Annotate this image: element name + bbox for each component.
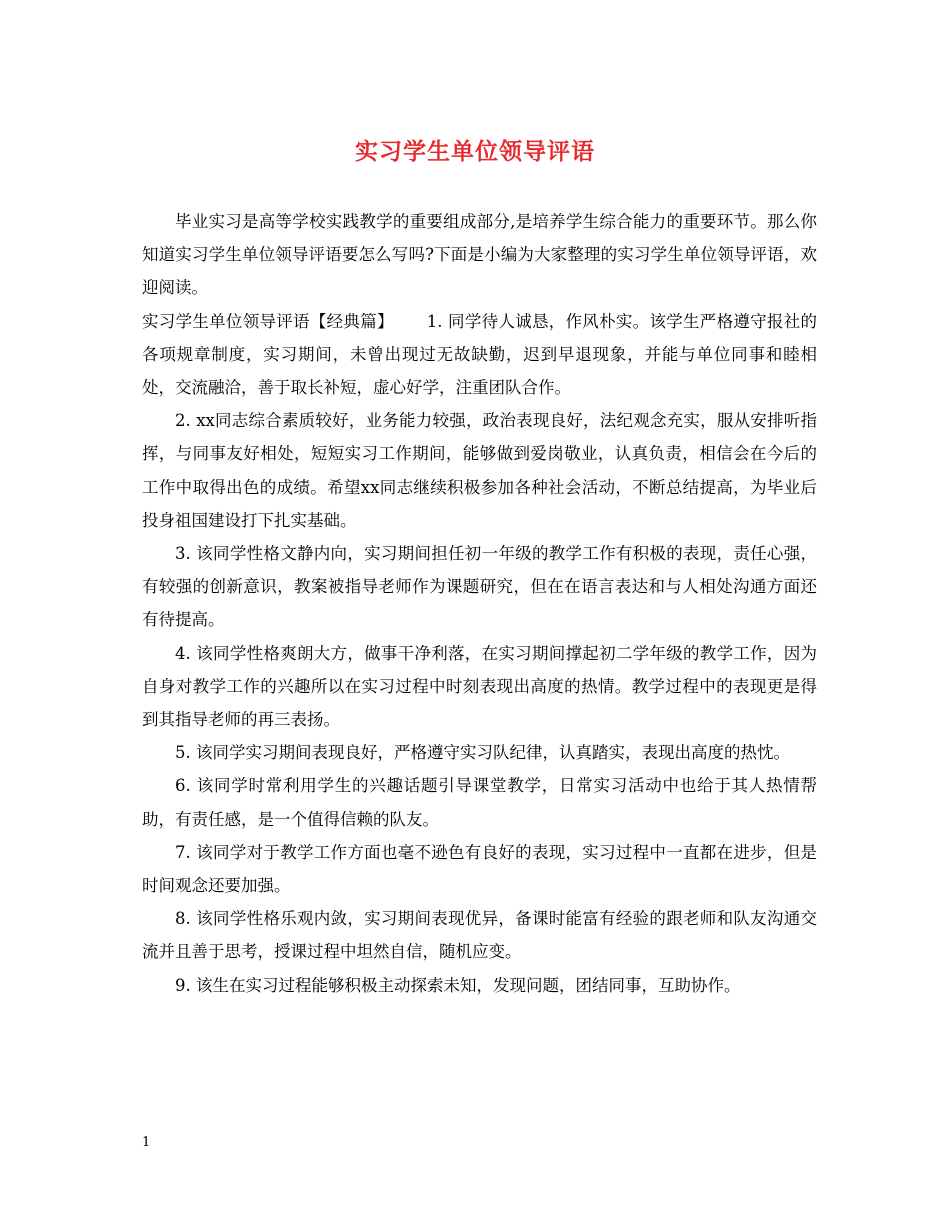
document-body [142,205,817,1002]
list-item: 9. 该生在实习过程能够积极主动探索未知，发现问题，团结同事，互助协作。 [175,975,741,995]
page-number: 1 [142,1135,151,1150]
page-title: 实习学生单位领导评语 [355,138,595,165]
list-item-1: 1. 同学待人诚恳，作风朴实。该学生严格遵守报社的各项规章制度，实习期间，未曾出现过无故缺勤，迟到早退现象，并能与单位同事和睦相处，交流融洽，善于取长补短，虚心好学，注重团队合作。 [142,311,817,398]
list-item: 3. 该同学性格文静内向，实习期间担任初一年级的教学工作有积极的表现，责任心强，有较强的创新意识，教案被指导老师作为课题研究，但在在语言表达和与人相处沟通方面还有待提高。 [142,544,817,630]
list-item: 7. 该同学对于教学工作方面也毫不逊色有良好的表现，实习过程中一直都在进步，但是时间观念还要加强。 [142,842,817,896]
list-item: 2. xx同志综合素质较好，业务能力较强，政治表现良好，法纪观念充实，服从安排听指挥，与同事友好相处，短短实习工作期间，能够做到爱岗敬业，认真负责，相信会在今后的工作中取得出色的成绩。希望xx同志继续积极参加各种社会活动，不断总结提高，为毕业后投身祖国建设打下扎实基础。 [142,411,817,530]
list-item: 8. 该同学性格乐观内敛，实习期间表现优异，备课时能富有经验的跟老师和队友沟通交流并且善于思考，授课过程中坦然自信，随机应变。 [142,909,817,962]
list-item: 5. 该同学实习期间表现良好，严格遵守实习队纪律，认真踏实，表现出高度的热忱。 [175,743,790,763]
list-item: 4. 该同学性格爽朗大方，做事干净利落，在实习期间撑起初二学年级的教学工作，因为自身对教学工作的兴趣所以在实习过程中时刻表现出高度的热情。教学过程中的表现更是得到其指导老师的再三表扬。 [142,643,817,730]
list-item: 6. 该同学时常利用学生的兴趣话题引导课堂教学，日常实习活动中也给于其人热情帮助，有责任感，是一个值得信赖的队友。 [142,776,817,829]
section-heading: 实习学生单位领导评语【经典篇】 [142,311,394,331]
intro-paragraph: 毕业实习是高等学校实践教学的重要组成部分,是培养学生综合能力的重要环节。那么你知道实习学生单位领导评语要怎么写吗?下面是小编为大家整理的实习学生单位领导评语，欢迎阅读。 [142,212,817,298]
section-paragraph [142,305,817,405]
